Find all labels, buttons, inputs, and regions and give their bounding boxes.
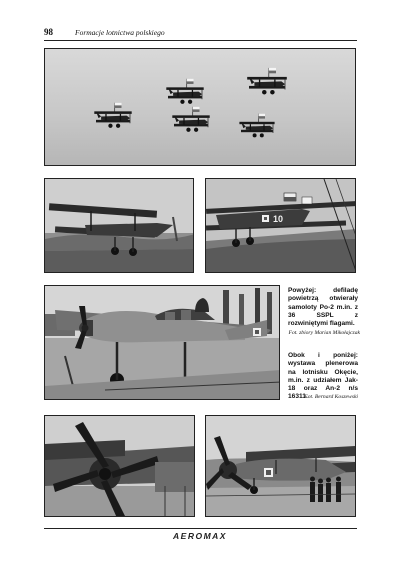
running-header-title: Formacje lotnictwa polskiego (75, 28, 165, 37)
photo-formation-flight (44, 48, 356, 166)
publisher-logo: AEROMAX (173, 531, 227, 541)
photo-po2-left (44, 178, 194, 273)
photo-po2-right (205, 178, 356, 273)
credit-parade: Fot. zbiory Marian Mikołajczak (288, 330, 360, 336)
header-rule (44, 40, 357, 41)
photo-jak18 (44, 285, 280, 400)
photo-an2-propeller (44, 415, 195, 517)
page-number: 98 (44, 27, 53, 37)
po2-side-number: 10 (273, 214, 284, 224)
photo-an2-exhibition (205, 415, 356, 517)
caption-parade: Powyżej: defiladę powietrzą otwierały samoloty Po-2 m.in. z 36 SSPL z rozwiniętymi flagami. (288, 287, 358, 328)
caption-exhibition: Obok i poniżej: wystawa plenerowa na lotnisku Okęcie, m.in. z udziałem Jak-18 oraz An-2 n/s 16311. (288, 352, 358, 401)
credit-exhibition: Fot. Bernard Koszewski (304, 394, 358, 400)
footer-rule (44, 528, 357, 529)
